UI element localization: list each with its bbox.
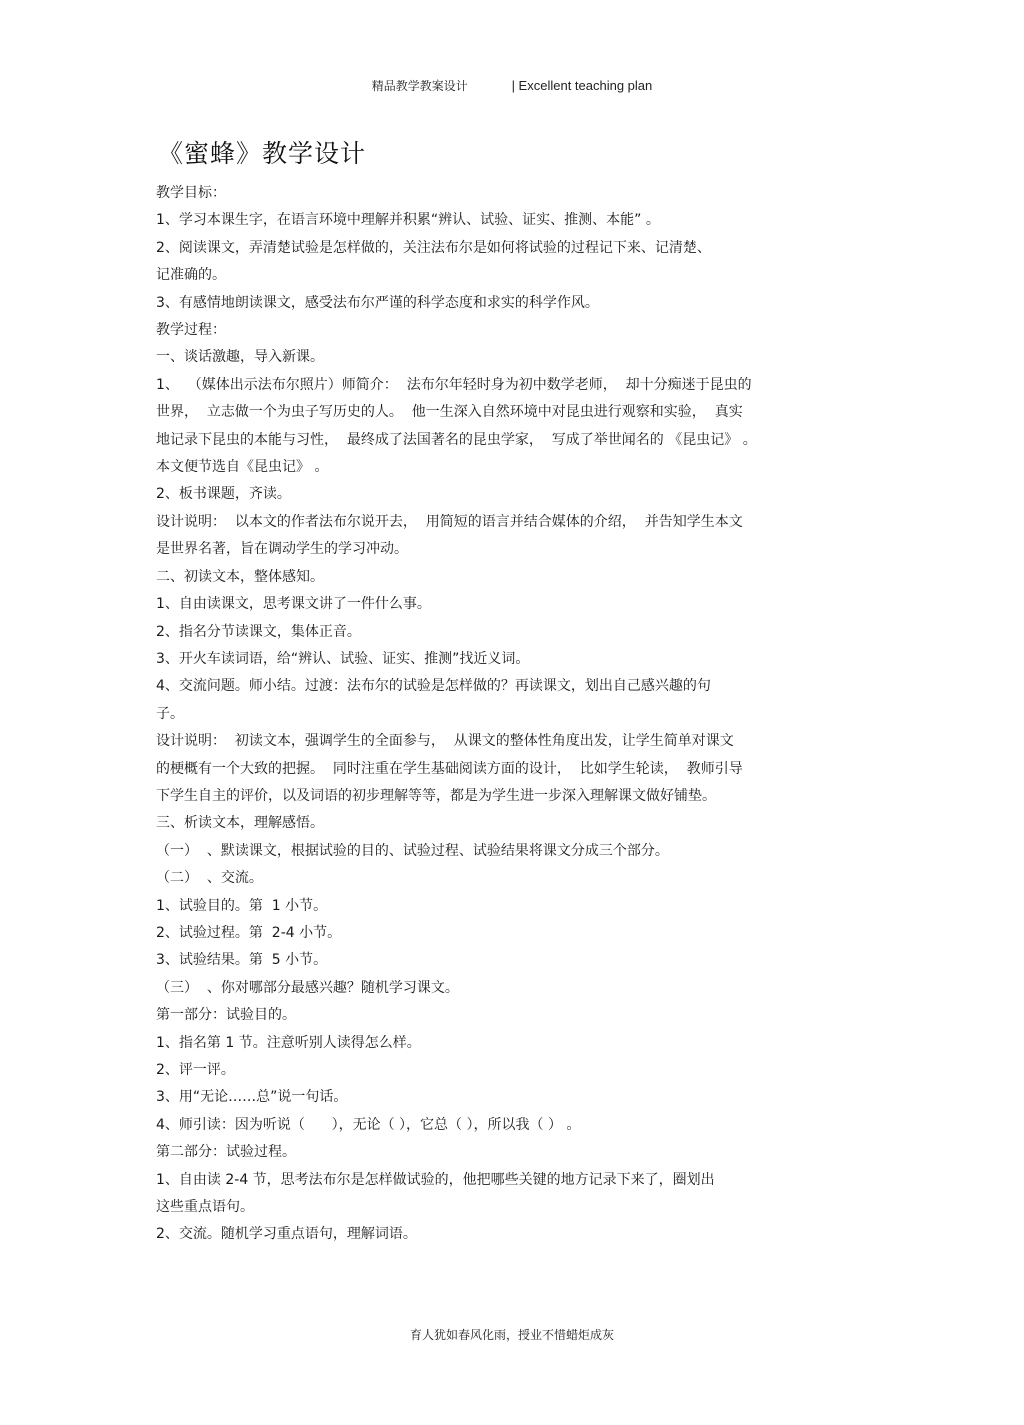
header-left-text: 精品教学教案设计 bbox=[371, 79, 468, 93]
body-line: 下学生自主的评价，以及词语的初步理解等等，都是为学生进一步深入理解课文做好铺垫。 bbox=[156, 787, 716, 804]
body-line: 3、有感情地朗读课文，感受法布尔严谨的科学态度和求实的科学作风。 bbox=[156, 294, 599, 311]
body-line: 的梗概有一个大致的把握。 同时注重在学生基础阅读方面的设计， 比如学生轮读， 教师引导 bbox=[156, 760, 743, 777]
header-right-text: | Excellent teaching plan bbox=[511, 78, 653, 93]
body-line: 记准确的。 bbox=[156, 267, 226, 284]
body-line: 教学过程： bbox=[156, 322, 226, 339]
page-footer: 育人犹如春风化雨，授业不惜蜡炬成灰 bbox=[409, 1328, 614, 1342]
body-line: 3、试验结果。第 5 小节。 bbox=[156, 952, 328, 969]
body-line: （一） 、默读课文，根据试验的目的、试验过程、试验结果将课文分成三个部分。 bbox=[156, 842, 669, 859]
body-line: 3、开火车读词语，给“辨认、试验、证实、推测”找近义词。 bbox=[156, 650, 530, 667]
document-title: 《蜜蜂》教学设计 bbox=[158, 139, 367, 168]
body-line: 1、自由读 2-4 节，思考法布尔是怎样做试验的，他把哪些关键的地方记录下来了，圈划出 bbox=[156, 1171, 715, 1188]
body-line: 设计说明： 以本文的作者法布尔说开去， 用简短的语言并结合媒体的介绍， 并告知学生本文 bbox=[156, 513, 743, 530]
body-line: 2、指名分节读课文，集体正音。 bbox=[156, 623, 361, 640]
body-line: 本文便节选自《昆虫记》 。 bbox=[156, 459, 329, 476]
body-line: 子。 bbox=[156, 705, 184, 722]
body-line: 第一部分：试验目的。 bbox=[156, 1007, 296, 1024]
body-line: 3、用“无论……总”说一句话。 bbox=[156, 1089, 348, 1106]
body-line: 第二部分：试验过程。 bbox=[156, 1144, 296, 1161]
body-line: 二、初读文本，整体感知。 bbox=[156, 568, 324, 585]
body-line: 2、评一评。 bbox=[156, 1062, 235, 1078]
body-line: 设计说明： 初读文本，强调学生的全面参与， 从课文的整体性角度出发，让学生简单对课文 bbox=[156, 733, 734, 750]
body-line: 4、交流问题。师小结。过渡：法布尔的试验是怎样做的？再读课文，划出自己感兴趣的句 bbox=[156, 678, 711, 695]
body-line: 2、交流。随机学习重点语句，理解词语。 bbox=[156, 1226, 417, 1243]
body-line: 2、试验过程。第 2-4 小节。 bbox=[156, 924, 342, 941]
body-line: 这些重点语句。 bbox=[156, 1199, 254, 1216]
body-line: 是世界名著，旨在调动学生的学习冲动。 bbox=[156, 541, 408, 558]
body-line: 1、指名第 1 节。注意听别人读得怎么样。 bbox=[156, 1034, 421, 1051]
body-line: 4、师引读：因为听说（ ），无论（ ），它总（ ），所以我（ ） 。 bbox=[156, 1116, 581, 1133]
body-line: 2、阅读课文，弄清楚试验是怎样做的，关注法布尔是如何将试验的过程记下来、记清楚、 bbox=[156, 239, 711, 256]
body-line: 三、析读文本，理解感悟。 bbox=[156, 815, 324, 832]
body-line: （三） 、你对哪部分最感兴趣？随机学习课文。 bbox=[156, 979, 459, 996]
body-line: 1、学习本课生字，在语言环境中理解并积累“辨认、试验、证实、推测、本能” 。 bbox=[156, 212, 660, 229]
body-line: 2、板书课题，齐读。 bbox=[156, 486, 291, 503]
body-line: （二） 、交流。 bbox=[156, 870, 263, 887]
body-line: 1、 （媒体出示法布尔照片）师简介： 法布尔年轻时身为初中数学老师， 却十分痴迷于昆虫的 bbox=[156, 376, 752, 393]
body-line: 世界， 立志做一个为虫子写历史的人。 他一生深入自然环境中对昆虫进行观察和实验， 真实 bbox=[156, 404, 743, 421]
body-line: 1、试验目的。第 1 小节。 bbox=[156, 897, 328, 914]
body-line: 地记录下昆虫的本能与习性， 最终成了法国著名的昆虫学家， 写成了举世闻名的 《昆虫记》 。 bbox=[156, 431, 757, 448]
body-line: 1、自由读课文，思考课文讲了一件什么事。 bbox=[156, 596, 431, 613]
page-header bbox=[0, 77, 1024, 94]
body-line: 教学目标： bbox=[156, 185, 226, 201]
document-body bbox=[156, 180, 836, 1249]
body-line: 一、谈话激趣，导入新课。 bbox=[156, 349, 324, 366]
